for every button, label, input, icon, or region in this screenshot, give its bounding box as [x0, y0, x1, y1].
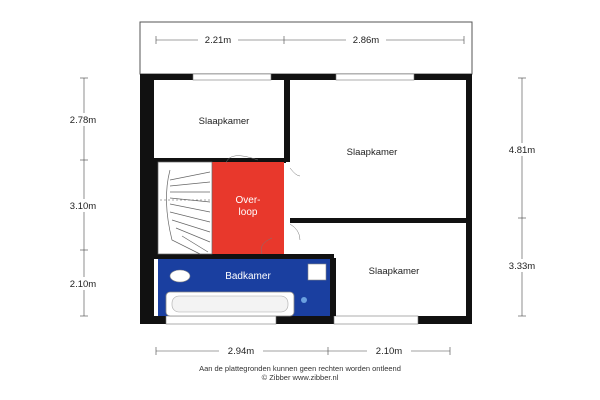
room-label-overloop-2: loop — [238, 207, 258, 218]
shower-drain — [301, 297, 307, 303]
room-label-slaapkamer-2: Slaapkamer — [346, 147, 398, 158]
wall-v-right-bath — [330, 258, 336, 316]
wall-h-bath-top — [154, 254, 334, 259]
window-bottom-left — [166, 316, 276, 324]
toilet — [170, 270, 190, 282]
room-label-slaapkamer-1: Slaapkamer — [198, 116, 250, 127]
wall-v-center — [284, 80, 290, 162]
dim-top-right: 2.86m — [352, 35, 380, 46]
dim-left-3: 2.10m — [69, 279, 97, 290]
dim-left-1: 2.78m — [69, 115, 97, 126]
sink — [308, 264, 326, 280]
bathtub-inner — [172, 296, 288, 312]
roof-outline — [140, 22, 472, 74]
wall-h-bedroom2 — [290, 218, 466, 223]
room-label-slaapkamer-3: Slaapkamer — [368, 266, 420, 277]
room-label-badkamer: Badkamer — [225, 271, 271, 282]
dim-bottom-right: 2.10m — [375, 346, 403, 357]
room-label-overloop-1: Over- — [235, 195, 261, 206]
dim-left-2: 3.10m — [69, 201, 97, 212]
disclaimer-text: Aan de plattegronden kunnen geen rechten worden ontleend — [199, 364, 401, 373]
dim-top-left: 2.21m — [204, 35, 232, 46]
window-bottom-right — [334, 316, 418, 324]
wall-v-stair — [154, 162, 158, 254]
dim-right-2: 3.33m — [508, 261, 536, 272]
copyright-text: © Zibber www.zibber.nl — [261, 373, 339, 382]
dim-bottom-left: 2.94m — [227, 346, 255, 357]
window-top-right — [336, 74, 414, 80]
window-top-left — [193, 74, 271, 80]
stairs — [158, 162, 212, 254]
dim-right-1: 4.81m — [508, 145, 536, 156]
